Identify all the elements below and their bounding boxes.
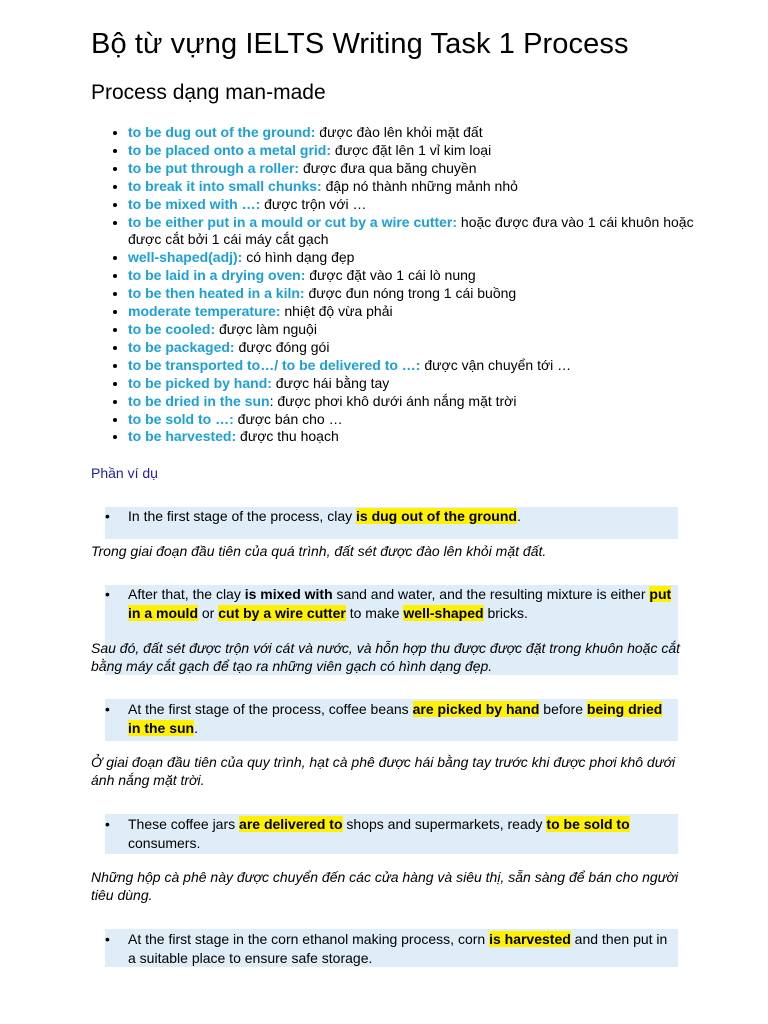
vocab-meaning: được bán cho … <box>233 410 343 427</box>
vocab-item <box>128 303 728 321</box>
vocab-meaning: được trộn với … <box>260 195 367 212</box>
highlighted-phrase: well-shaped <box>403 604 484 621</box>
vocab-meaning: được làm nguội <box>215 320 317 337</box>
highlighted-phrase: being dried in the sun <box>128 701 663 736</box>
example-translation: Trong giai đoạn đầu tiên của quá trình, đất sét được đào lên khỏi mặt đất. <box>91 543 547 559</box>
vocab-item <box>128 411 728 429</box>
example-sentence: • After that, the clay is mixed with sand and water, and the resulting mixture is either put in a mould or cut by a wire cutter to make well-shaped bricks. <box>105 586 672 621</box>
bullet-icon: • <box>105 816 110 832</box>
vocab-term: well-shaped(adj): <box>128 249 243 266</box>
vocab-term: to be cooled: <box>128 320 216 337</box>
vocab-meaning: được đóng gói <box>234 338 330 355</box>
vocab-item <box>128 393 728 411</box>
vocab-term: to be then heated in a kiln: <box>128 285 305 302</box>
vocab-meaning: được hái bằng tay <box>271 374 390 391</box>
vocab-item <box>128 267 728 285</box>
bullet-icon: • <box>105 508 110 524</box>
page-subtitle: Process dạng man-made <box>91 81 326 104</box>
vocab-item <box>128 285 728 303</box>
vocab-item <box>128 160 728 178</box>
vocab-term: to be either put in a mould or cut by a wire cutter: <box>128 213 458 230</box>
vocab-meaning: được đun nóng trong 1 cái buồng <box>304 285 517 302</box>
vocab-term: moderate temperature: <box>128 303 281 320</box>
vocab-term: to be harvested: <box>128 428 237 445</box>
vocab-meaning: được đặt vào 1 cái lò nung <box>305 267 476 284</box>
vocab-item <box>128 339 728 357</box>
vocab-meaning: : được phơi khô dưới ánh nắng mặt trời <box>269 392 517 409</box>
vocab-term: to be packaged: <box>128 338 235 355</box>
vocab-term: to be laid in a drying oven: <box>128 267 306 284</box>
vocab-item <box>128 124 728 142</box>
vocab-term: to be sold to …: <box>128 410 234 427</box>
vocab-meaning: hoặc được đưa vào 1 cái khuôn hoặc được cắt bởi 1 cái máy cắt gạch <box>128 213 694 248</box>
highlighted-phrase: is harvested <box>489 931 571 947</box>
highlighted-phrase: are delivered to <box>239 816 343 832</box>
examples-heading: Phần ví dụ <box>91 465 158 481</box>
example-sentence: • In the first stage of the process, clay is dug out of the ground. <box>105 508 521 524</box>
vocab-term: to be placed onto a metal grid: <box>128 141 332 158</box>
vocab-meaning: được đào lên khỏi mặt đất <box>315 124 483 140</box>
vocab-meaning: đập nó thành những mảnh nhỏ <box>321 177 518 194</box>
vocab-term: to be dried in the sun <box>128 392 270 409</box>
vocab-term: to be dug out of the ground: <box>128 124 316 140</box>
vocab-item <box>128 142 728 160</box>
example-sentence: • At the first stage of the process, coffee beans are picked by hand before being dried in the sun. <box>105 701 663 736</box>
highlighted-phrase: to be sold to <box>546 816 630 832</box>
example-sentence: • These coffee jars are delivered to shops and supermarkets, ready to be sold to consumers. <box>105 816 630 851</box>
vocab-item <box>128 178 728 196</box>
vocab-term: to break it into small chunks: <box>128 177 322 194</box>
vocab-item <box>128 357 728 375</box>
vocab-item <box>128 214 728 250</box>
vocab-item <box>128 321 728 339</box>
vocab-item <box>128 428 728 446</box>
example-sentence: • At the first stage in the corn ethanol making process, corn is harvested and then put in a suitable place to ensure safe storage. <box>105 931 668 966</box>
vocab-term: to be transported to…/ to be delivered to …: <box>128 356 421 373</box>
vocab-item <box>128 375 728 393</box>
vocab-meaning: được đặt lên 1 vỉ kim loại <box>331 141 492 158</box>
vocab-meaning: được đưa qua băng chuyền <box>299 159 477 176</box>
bullet-icon: • <box>105 586 110 602</box>
bullet-icon: • <box>105 931 110 947</box>
example-translation: Ở giai đoạn đầu tiên của quy trình, hạt cà phê được hái bằng tay trước khi được phơi khô dưới ánh nắng mặt trời. <box>91 754 676 788</box>
bold-phrase: is mixed with <box>244 586 333 602</box>
vocab-list <box>91 124 728 446</box>
vocab-term: to be put through a roller: <box>128 159 300 176</box>
highlighted-phrase: are picked by hand <box>412 701 540 717</box>
vocab-meaning: được thu hoạch <box>236 428 339 445</box>
vocab-term: to be mixed with …: <box>128 195 261 212</box>
vocab-item <box>128 196 728 214</box>
vocab-meaning: nhiệt độ vừa phải <box>280 303 393 320</box>
vocab-meaning: được vận chuyển tới … <box>420 356 572 373</box>
vocab-item <box>128 249 728 267</box>
highlighted-phrase: is dug out of the ground <box>356 508 517 524</box>
vocab-meaning: có hình dạng đẹp <box>242 249 355 266</box>
vocab-term: to be picked by hand: <box>128 374 272 391</box>
page-title: Bộ từ vựng IELTS Writing Task 1 Process <box>91 28 629 60</box>
highlighted-phrase: cut by a wire cutter <box>218 604 346 621</box>
example-translation: Những hộp cà phê này được chuyển đến các cửa hàng và siêu thị, sẵn sàng để bán cho người tiêu dùng. <box>91 869 679 903</box>
example-translation: Sau đó, đất sét được trộn với cát và nước, và hỗn hợp thu được được đặt trong khuôn hoặc cắt bằng máy cắt gạch để tạo ra những viên gạch có hình dạng đẹp. <box>91 640 681 674</box>
bullet-icon: • <box>105 701 110 717</box>
highlighted-phrase: put in a mould <box>128 586 672 621</box>
